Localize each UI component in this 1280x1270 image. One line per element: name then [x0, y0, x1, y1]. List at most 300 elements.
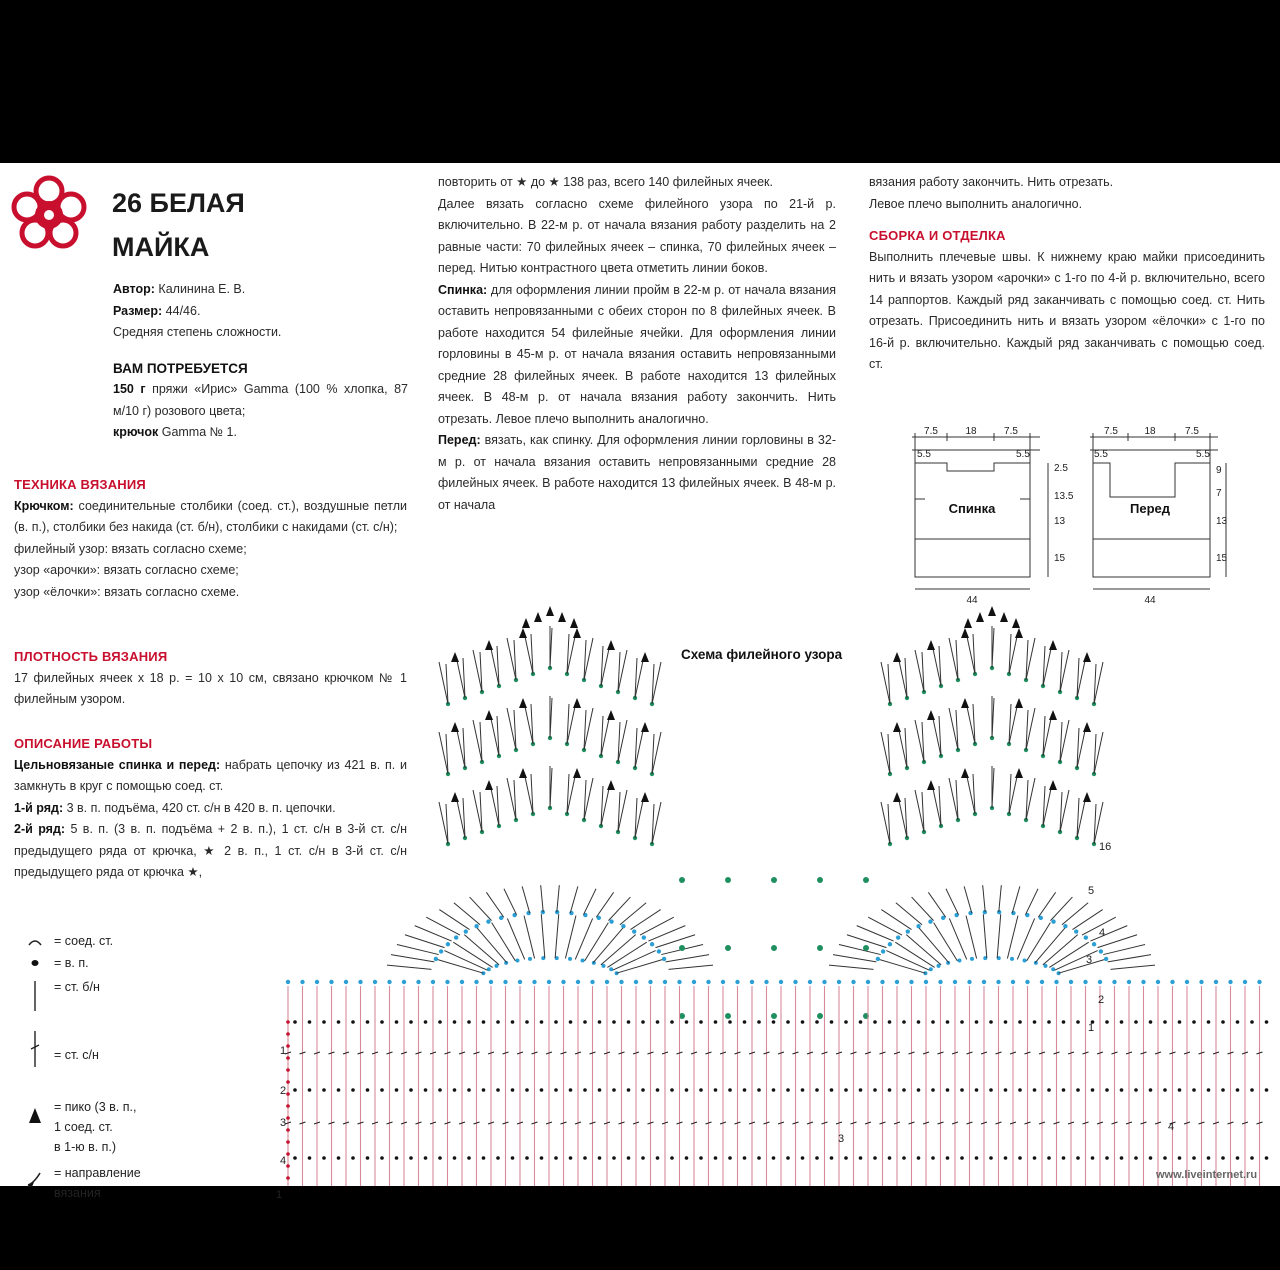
edge-dot	[286, 1176, 290, 1180]
chain-dot	[1134, 1088, 1138, 1092]
dc-stitch	[438, 960, 484, 974]
svg-text:4: 4	[1099, 927, 1106, 939]
chain-dot	[460, 980, 464, 984]
chain-dot	[1265, 1088, 1269, 1092]
chain-dot	[685, 1020, 689, 1024]
chain-dot	[801, 1088, 805, 1092]
watermark: www.liveinternet.ru	[1156, 1169, 1258, 1181]
chain-dot	[808, 980, 812, 984]
dc-stitch	[1108, 955, 1151, 962]
picot-mark	[1083, 722, 1091, 732]
chain-dot	[1018, 1156, 1022, 1160]
picot-mark	[927, 640, 935, 650]
chain-dot	[888, 1088, 892, 1092]
arch-dot	[581, 959, 585, 963]
repeat-dot	[725, 1013, 731, 1019]
arch-dot	[632, 929, 636, 933]
repeat-dot	[679, 877, 685, 883]
chain-dot	[598, 1156, 602, 1160]
edge-dot	[286, 1152, 290, 1156]
dc-stitch	[486, 892, 503, 917]
arch-dot	[1023, 959, 1027, 963]
chain-dot	[801, 1156, 805, 1160]
arch-dot	[1063, 924, 1067, 928]
repeat-dot	[771, 945, 777, 951]
chain-dot	[1076, 1156, 1080, 1160]
arch-dot	[888, 942, 892, 946]
chain-dot	[728, 1020, 732, 1024]
chain-dot	[779, 980, 783, 984]
chain-dot	[373, 980, 377, 984]
chain-dot	[1062, 1020, 1066, 1024]
chain-dot	[395, 1020, 399, 1024]
picot-mark	[573, 628, 581, 638]
dc-stitch	[983, 885, 986, 912]
chain-dot	[1091, 1156, 1095, 1160]
description-heading: ОПИСАНИЕ РАБОТЫ	[14, 736, 153, 751]
picot-mark	[1049, 640, 1057, 650]
chain-dot	[844, 1020, 848, 1024]
chain-dot	[561, 980, 565, 984]
chain-dot	[764, 980, 768, 984]
herringbone-fans-left	[387, 606, 713, 975]
chain-dot	[308, 1088, 312, 1092]
picot-mark	[641, 652, 649, 662]
arch-dot	[528, 957, 532, 961]
filet-grid	[280, 980, 1268, 1186]
svg-text:44: 44	[1144, 595, 1156, 606]
chain-dot	[402, 980, 406, 984]
chain-dot	[1236, 1088, 1240, 1092]
chain-dot	[583, 1020, 587, 1024]
svg-text:5.5: 5.5	[1094, 449, 1108, 460]
chain-dot	[873, 1088, 877, 1092]
chain-dot	[641, 1020, 645, 1024]
chain-dot	[445, 980, 449, 984]
pattern-drawings	[900, 421, 1240, 607]
chain-dot	[482, 1156, 486, 1160]
legend	[24, 931, 141, 1203]
description-block: ОПИСАНИЕ РАБОТЫ Цельновязаные спинка и перед: набрать цепочку из 421 в. п. и замкнуть в круг с помощью соед. ст. 1-й ряд: 3 в. п. подъёма, 420 ст. с/н в 420 в. п. цепочки. 2-й ряд: 5 в. п. (3 в. п. подъёма + 2 в. п.), 1 ст. с/н в 3-й ст. с/н предыдущего ряда от крючка, ★ 2 в. п., 1 ст. с/н в 3-й ст. с/н предыдущего ряда от крючка ★,	[14, 733, 407, 884]
chain-dot	[1228, 980, 1232, 984]
double-crochet-icon	[24, 1027, 50, 1071]
chain-dot	[830, 1156, 834, 1160]
picot-mark	[1015, 698, 1023, 708]
picot-mark	[519, 628, 527, 638]
chain-dot	[1207, 1088, 1211, 1092]
chain-dot	[1033, 1088, 1037, 1092]
chain-dot	[888, 1020, 892, 1024]
technique-block: ТЕХНИКА ВЯЗАНИЯ Крючком: соединительные столбики (соед. ст.), воздушные петли (в. п.), столбики без накида (ст. б/н), столбики с накидами (ст. с/н); филейный узор: вязать согласно схеме; узор «арочки»: вязать согласно схеме; узор «ёлочки»: вязать согласно схеме.	[14, 474, 407, 603]
dc-stitch	[1059, 960, 1105, 974]
chain-dot	[960, 1088, 964, 1092]
chain-dot	[424, 1156, 428, 1160]
chain-dot	[786, 1156, 790, 1160]
chain-dot	[837, 980, 841, 984]
chain-dot	[619, 980, 623, 984]
svg-text:7.5: 7.5	[1004, 426, 1018, 437]
edge-dot	[286, 1020, 290, 1024]
picot-mark	[519, 768, 527, 778]
chain-dot	[612, 1020, 616, 1024]
picot-mark	[641, 722, 649, 732]
dc-stitch	[522, 886, 530, 913]
flower-logo-icon	[10, 175, 88, 253]
chain-dot	[750, 980, 754, 984]
chain-dot	[1018, 1088, 1022, 1092]
arch-dot	[474, 924, 478, 928]
chain-dot	[525, 1088, 529, 1092]
chain-dot	[358, 980, 362, 984]
chain-dot	[663, 980, 667, 984]
svg-text:3: 3	[838, 1133, 845, 1145]
legend-sc: = ст. б/н	[24, 977, 141, 1035]
chain-dot	[1163, 1088, 1167, 1092]
chain-dot	[366, 1020, 370, 1024]
picot-mark	[485, 780, 493, 790]
chain-dot	[917, 1156, 921, 1160]
right-column: вязания работу закончить. Нить отрезать. Левое плечо выполнить аналогично. СБОРКА И ОТДЕЛКА Выполнить плечевые швы. К нижнему краю майки присоединить нить и вязать узором «арочки» с 1-го по 4-й р. включительно, всего 14 раппортов. Каждый ряд заканчивать с помощью соед. ст. Нить отрезать. Присоединить нить и вязать узором «ёлочки» с 1-го по 16-й р. включительно. Каждый ряд заканчивать с помощью соед. ст.	[869, 175, 1265, 371]
assembly-heading: СБОРКА И ОТДЕЛКА	[869, 228, 1006, 243]
chain-dot	[627, 1156, 631, 1160]
picot-mark	[1015, 628, 1023, 638]
picot-mark	[570, 618, 578, 628]
chain-dot	[757, 1156, 761, 1160]
chain-dot	[540, 1020, 544, 1024]
chain-dot	[996, 980, 1000, 984]
chain-dot	[1112, 980, 1116, 984]
chain-dot	[380, 1088, 384, 1092]
chain-dot	[518, 980, 522, 984]
chain-dot	[714, 1088, 718, 1092]
chain-dot	[815, 1156, 819, 1160]
arch-dot	[621, 924, 625, 928]
chain-dot	[322, 1156, 326, 1160]
svg-text:7: 7	[1216, 488, 1222, 499]
chain-dot	[1141, 980, 1145, 984]
chain-dot	[1040, 980, 1044, 984]
chain-dot	[337, 1088, 341, 1092]
picot-mark	[485, 640, 493, 650]
dc-stitch	[477, 928, 507, 963]
chain-dot	[953, 980, 957, 984]
chain-dot	[743, 1020, 747, 1024]
dc-stitch	[666, 955, 709, 962]
chain-dot	[648, 980, 652, 984]
picot-icon	[24, 1105, 50, 1125]
dc-stitch	[1035, 928, 1065, 963]
chain-dot	[721, 980, 725, 984]
grid-row-number: 3	[280, 1117, 287, 1129]
picot-mark	[893, 792, 901, 802]
technique-heading: ТЕХНИКА ВЯЗАНИЯ	[14, 477, 146, 492]
chain-dot	[387, 980, 391, 984]
chain-dot	[453, 1020, 457, 1024]
dc-stitch	[880, 960, 926, 974]
edge-dot	[286, 1140, 290, 1144]
arch-dot	[1010, 957, 1014, 961]
chain-dot	[902, 1088, 906, 1092]
svg-text:3: 3	[1086, 954, 1093, 966]
chain-dot	[1127, 980, 1131, 984]
chain-dot	[503, 980, 507, 984]
chain-dot	[482, 1088, 486, 1092]
chain-dot	[946, 1156, 950, 1160]
chain-dot	[380, 1020, 384, 1024]
repeat-dot	[817, 1013, 823, 1019]
chain-dot	[873, 1020, 877, 1024]
arch-dot	[1099, 949, 1103, 953]
picot-mark	[607, 640, 615, 650]
chain-dot	[1199, 980, 1203, 984]
repeat-dot	[863, 877, 869, 883]
arch-dot	[906, 929, 910, 933]
chain-dot	[917, 1088, 921, 1092]
chain-dot	[1221, 1088, 1225, 1092]
chain-dot	[1076, 1020, 1080, 1024]
chain-dot	[1011, 980, 1015, 984]
edge-dot	[286, 1128, 290, 1132]
dc-stitch	[524, 916, 535, 959]
chain-dot	[1076, 1088, 1080, 1092]
svg-text:2.5: 2.5	[1054, 463, 1068, 474]
chain-dot	[496, 1088, 500, 1092]
dc-stitch	[999, 885, 1002, 912]
chain-dot	[982, 980, 986, 984]
picot-mark	[927, 780, 935, 790]
chain-dot	[699, 1088, 703, 1092]
chain-dot	[337, 1156, 341, 1160]
repeat-dot	[863, 945, 869, 951]
chain-dot	[1098, 980, 1102, 984]
arch-dot	[970, 957, 974, 961]
chain-dot	[1062, 1156, 1066, 1160]
chain-dot	[525, 1020, 529, 1024]
picot-mark	[1083, 652, 1091, 662]
repeat-dot	[725, 945, 731, 951]
grid-row-number: 4	[280, 1155, 287, 1167]
chain-dot	[989, 1020, 993, 1024]
chain-dot	[960, 1156, 964, 1160]
front-label: Перед	[1130, 501, 1170, 516]
chain-dot	[641, 1088, 645, 1092]
chain-dot	[1207, 1156, 1211, 1160]
dc-stitch	[575, 918, 592, 959]
chain-dot	[1163, 1156, 1167, 1160]
chain-dot	[351, 1156, 355, 1160]
chain-dot	[1192, 1020, 1196, 1024]
single-crochet-icon	[24, 977, 50, 1017]
herringbone-fans-right	[829, 606, 1155, 975]
chain-dot	[612, 1088, 616, 1092]
chain-dot	[830, 1020, 834, 1024]
dc-stitch	[608, 897, 630, 921]
middle-column: повторить от ★ до ★ 138 раз, всего 140 филейных ячеек. Далее вязать согласно схеме филейного узора по 21-й р. включительно. В 22-м р. от начала вязания работу разделить на 2 равные части: 70 филейных ячеек – спинка, 70 филейных ячеек – перед. Нитью контрастного цвета отметить линии боков. Спинка: для оформления линии пройм в 22-м р. от начала вязания оставить непровязанными с обеих сторон по 8 филейных ячеек. В работе находится 54 филейные ячейки. Для оформления линии горловины в 45-м р. от начала вязания оставить непровязанными средние 28 филейных ячеек. В работе находится 13 филейных ячеек. В 48-м р. от начала вязания работу закончить. Нить отрезать. Левое плечо выполнить аналогично. Перед: вязать, как спинку. Для оформления линии горловины в 32-м р. от начала вязания оставить непровязанными средние 28 филейных ячеек. В работе находится 13 филейных ячеек. В 48-м р. от начала	[438, 175, 836, 512]
chain-dot	[909, 980, 913, 984]
chain-dot	[714, 1156, 718, 1160]
chain-dot	[1265, 1156, 1269, 1160]
picot-mark	[1083, 792, 1091, 802]
chain-dot	[1170, 980, 1174, 984]
chain-dot	[743, 1156, 747, 1160]
chain-dot	[547, 980, 551, 984]
legend-chain: = в. п.	[24, 953, 141, 977]
dc-stitch	[1025, 889, 1038, 915]
dc-stitch	[1103, 944, 1145, 954]
chain-dot	[793, 980, 797, 984]
chain-dot	[931, 1088, 935, 1092]
chain-dot	[967, 980, 971, 984]
chain-dot	[554, 1088, 558, 1092]
svg-text:4: 4	[1168, 1121, 1175, 1133]
dc-stitch	[669, 965, 713, 969]
chain-dot	[344, 980, 348, 984]
arch-dot	[881, 949, 885, 953]
picot-mark	[522, 618, 530, 628]
dc-stitch	[507, 918, 524, 959]
chain-dot	[1214, 980, 1218, 984]
chain-dot	[540, 1156, 544, 1160]
chain-dot	[1178, 1156, 1182, 1160]
chain-dot	[902, 1156, 906, 1160]
chain-dot	[489, 980, 493, 984]
chain-dot	[366, 1156, 370, 1160]
chain-dot	[989, 1088, 993, 1092]
dc-stitch	[1012, 886, 1020, 913]
chain-dot	[1192, 1088, 1196, 1092]
svg-text:7.5: 7.5	[924, 426, 938, 437]
chain-dot	[1236, 1020, 1240, 1024]
chain-dot	[902, 1020, 906, 1024]
arch-dot	[876, 957, 880, 961]
dc-stitch	[829, 965, 873, 969]
chain-dot	[772, 1020, 776, 1024]
chain-dot	[627, 1020, 631, 1024]
chain-dot	[822, 980, 826, 984]
picot-mark	[485, 710, 493, 720]
arch-dot	[487, 967, 491, 971]
svg-text:7.5: 7.5	[1185, 426, 1199, 437]
edge-dot	[286, 1080, 290, 1084]
schema-title: Схема филейного узора	[681, 647, 843, 662]
picot-mark	[607, 710, 615, 720]
chain-dot	[699, 1020, 703, 1024]
repeat-dot	[817, 945, 823, 951]
chain-dot	[815, 1088, 819, 1092]
chain-dot	[569, 1088, 573, 1092]
chain-dot	[1185, 980, 1189, 984]
chain-dot	[496, 1020, 500, 1024]
picot-mark	[451, 652, 459, 662]
chain-dot	[1105, 1156, 1109, 1160]
dc-stitch	[1111, 965, 1155, 969]
dc-stitch	[593, 928, 623, 963]
arch-dot	[916, 924, 920, 928]
chain-dot	[453, 1088, 457, 1092]
chain-dot	[692, 980, 696, 984]
chain-dot	[786, 1088, 790, 1092]
svg-text:7.5: 7.5	[1104, 426, 1118, 437]
chain-dot	[627, 1088, 631, 1092]
chain-dot	[474, 980, 478, 984]
chain-dot	[1047, 1020, 1051, 1024]
chain-dot	[554, 1156, 558, 1160]
chain-dot	[946, 1020, 950, 1024]
chain-dot	[960, 1020, 964, 1024]
chain-dot	[1120, 1088, 1124, 1092]
chain-dot	[670, 1020, 674, 1024]
dc-stitch	[570, 886, 578, 913]
chain-dot	[583, 1156, 587, 1160]
chain-dot	[511, 1088, 515, 1092]
crochet-chart	[270, 618, 1280, 1201]
chain-dot	[1134, 1020, 1138, 1024]
chain-dot	[467, 1020, 471, 1024]
arch-dot	[1051, 919, 1055, 923]
legend-slip: = соед. ст.	[24, 931, 141, 953]
chain-dot	[598, 1020, 602, 1024]
dc-stitch	[1017, 918, 1034, 959]
chain-dot	[453, 1156, 457, 1160]
chain-dot	[1250, 1088, 1254, 1092]
chain-dot	[1069, 980, 1073, 984]
chain-dot	[946, 1088, 950, 1092]
arch-dot	[896, 935, 900, 939]
chain-dot	[1033, 1020, 1037, 1024]
arch-dot	[486, 919, 490, 923]
chain-dot	[634, 980, 638, 984]
chain-dot	[424, 1088, 428, 1092]
svg-text:5.5: 5.5	[1196, 449, 1210, 460]
svg-text:16: 16	[1099, 841, 1112, 853]
chain-dot	[1004, 1088, 1008, 1092]
chain-dot	[1149, 1088, 1153, 1092]
chain-dot	[1243, 980, 1247, 984]
chain-dot	[757, 1020, 761, 1024]
chain-dot	[938, 980, 942, 984]
chain-dot	[1120, 1020, 1124, 1024]
dc-stitch	[946, 889, 959, 915]
chain-dot	[576, 980, 580, 984]
arch-dot	[1051, 967, 1055, 971]
chain-dot	[1221, 1020, 1225, 1024]
grid-row-number: 2	[280, 1085, 287, 1097]
chain-dot	[532, 980, 536, 984]
chain-dot	[714, 1020, 718, 1024]
svg-text:5.5: 5.5	[1016, 449, 1030, 460]
page-title: 26 БЕЛАЯ МАЙКА	[112, 188, 245, 262]
chain-dot	[1221, 1156, 1225, 1160]
chain-dot	[975, 1020, 979, 1024]
chain-dot	[975, 1088, 979, 1092]
chain-dot	[605, 980, 609, 984]
dc-stitch	[541, 914, 545, 958]
chain-dot	[656, 1088, 660, 1092]
picot-mark	[546, 606, 554, 616]
chain-dot	[351, 1020, 355, 1024]
edge-dot	[286, 1032, 290, 1036]
chain-dot	[351, 1088, 355, 1092]
chain-dot	[801, 1020, 805, 1024]
chain-dot	[706, 980, 710, 984]
dc-stitch	[1050, 897, 1072, 921]
chain-dot	[851, 980, 855, 984]
dc-stitch	[541, 885, 544, 912]
chain-dot	[830, 1088, 834, 1092]
chain-dot	[1257, 980, 1261, 984]
chain-dot	[1033, 1156, 1037, 1160]
chain-dot	[1054, 980, 1058, 984]
